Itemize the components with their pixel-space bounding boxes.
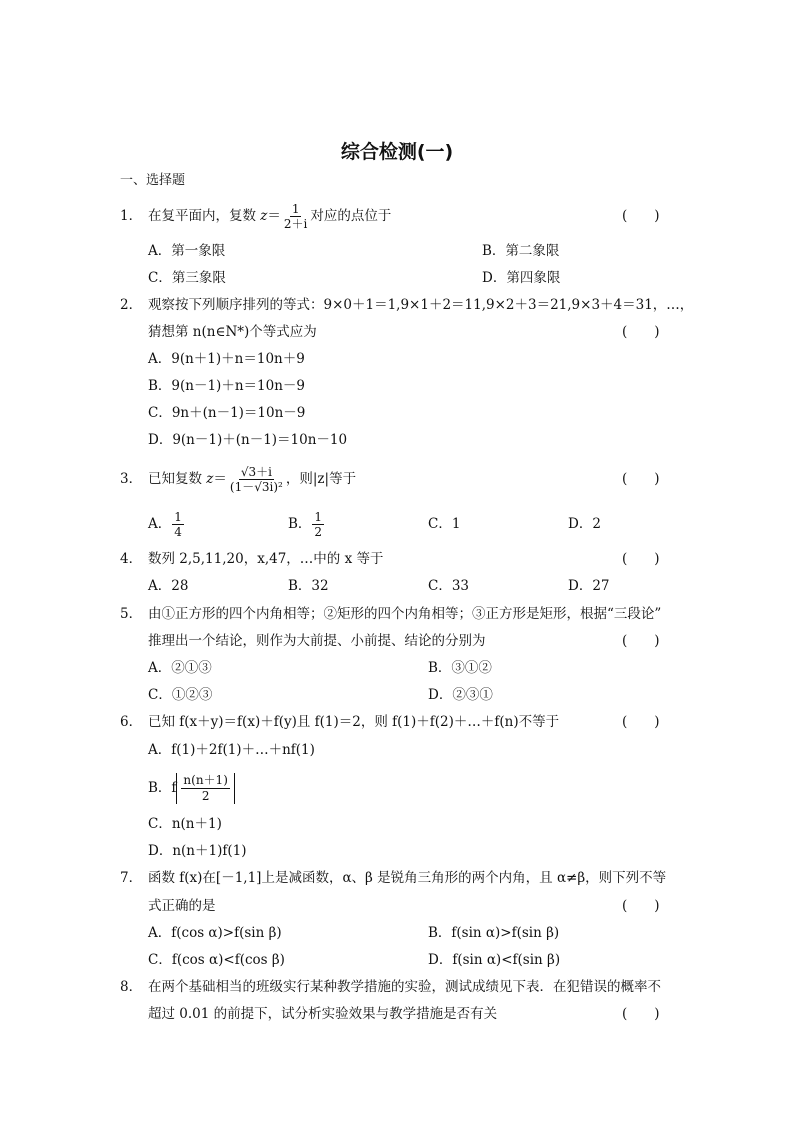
question-stem: 已知复数 z＝ $\frac{√3+i}{\text{(1－√3i)²}}$ ，则|z|等于 (148, 465, 357, 494)
option-a: A．9(n＋1)＋n＝10n＋9 (148, 351, 305, 367)
answer-blank: ( ) (622, 551, 660, 567)
option-a: A．②①③ (148, 660, 212, 676)
option-d: D．第四象限 (482, 270, 561, 286)
answer-blank: ( ) (622, 324, 660, 340)
option-b: B．③①② (428, 660, 492, 676)
question-stem: 数列 2,5,11,20，x,47，…中的 x 等于 (148, 551, 384, 567)
question-stem: 式正确的是 (148, 898, 216, 914)
option-c: C．1 (428, 516, 461, 532)
option-c: C．n(n＋1) (148, 816, 222, 832)
option-d: D．f(sin α)<f(sin β) (428, 952, 561, 968)
question-stem: 已知 f(x＋y)＝f(x)＋f(y)且 f(1)＝2，则 f(1)＋f(2)＋…＋f(n)不等于 (148, 714, 560, 730)
question-stem: 在两个基础相当的班级实行某种教学措施的实验，测试成绩见下表．在犯错误的概率不 (148, 979, 661, 995)
option-c: C．f(cos α)<f(cos β) (148, 952, 285, 968)
option-c: C．33 (428, 578, 470, 594)
option-c: C．①②③ (148, 687, 213, 703)
answer-blank: ( ) (622, 1006, 660, 1022)
question-number: 3． (120, 471, 143, 487)
question-number: 4． (120, 551, 143, 567)
option-c: C．第三象限 (148, 270, 226, 286)
option-b: B．32 (288, 578, 329, 594)
option-b: B． $\frac{1}{2}$ (288, 510, 323, 539)
option-d: D．2 (568, 516, 601, 532)
option-a: A． $\frac{1}{4}$ (148, 510, 182, 539)
question-number: 2． (120, 297, 143, 313)
option-a: A．28 (148, 578, 189, 594)
option-b: B．f $\frac{n(n+1)}{2}$ (148, 770, 235, 806)
option-d: D．②③① (428, 687, 493, 703)
option-a: A．f(1)＋2f(1)＋…＋nf(1) (148, 742, 315, 758)
question-stem: 由①正方形的四个内角相等；②矩形的四个内角相等；③正方形是矩形，根据“三段论” (148, 606, 662, 622)
option-d: D．9(n－1)＋(n－1)＝10n－10 (148, 432, 348, 448)
option-a: A．第一象限 (148, 243, 226, 259)
question-stem: 超过 0.01 的前提下，试分析实验效果与教学措施是否有关 (148, 1006, 498, 1022)
answer-blank: ( ) (622, 633, 660, 649)
fraction: $\frac{√3+i}{\text{(1－√3i)²}}$ (229, 465, 283, 494)
question-stem: 推理出一个结论，则作为大前提、小前提、结论的分别为 (148, 633, 486, 649)
option-d: D．27 (568, 578, 610, 594)
option-a: A．f(cos α)>f(sin β) (148, 925, 282, 941)
answer-blank: ( ) (622, 208, 660, 224)
page-title: 综合检测(一) (340, 141, 454, 163)
question-stem: 观察按下列顺序排列的等式：9×0＋1＝1,9×1＋2＝11,9×2＋3＝21,9×3＋4＝31，…， (148, 297, 694, 313)
answer-blank: ( ) (622, 471, 660, 487)
answer-blank: ( ) (622, 714, 660, 730)
question-number: 7． (120, 870, 143, 886)
question-stem: 猜想第 n(n∈N*)个等式应为 (148, 324, 317, 340)
question-number: 5． (120, 606, 143, 622)
question-number: 8． (120, 979, 143, 995)
answer-blank: ( ) (622, 898, 660, 914)
section-heading: 一、选择题 (120, 173, 186, 188)
fraction: $\frac{1}{2+i}$ (283, 202, 308, 231)
option-c: C．9n＋(n－1)＝10n－9 (148, 405, 306, 421)
question-stem: 在复平面内，复数 z＝ $\frac{1}{2+i}$ 对应的点位于 (148, 202, 392, 231)
question-number: 6． (120, 714, 143, 730)
option-d: D．n(n＋1)f(1) (148, 843, 247, 859)
question-number: 1． (120, 208, 143, 224)
option-b: B．f(sin α)>f(sin β) (428, 925, 560, 941)
option-b: B．9(n－1)＋n＝10n－9 (148, 378, 305, 394)
option-b: B．第二象限 (482, 243, 560, 259)
question-stem: 函数 f(x)在[－1,1]上是减函数，α、β 是锐角三角形的两个内角，且 α≠β，则下列不等 (148, 870, 667, 886)
